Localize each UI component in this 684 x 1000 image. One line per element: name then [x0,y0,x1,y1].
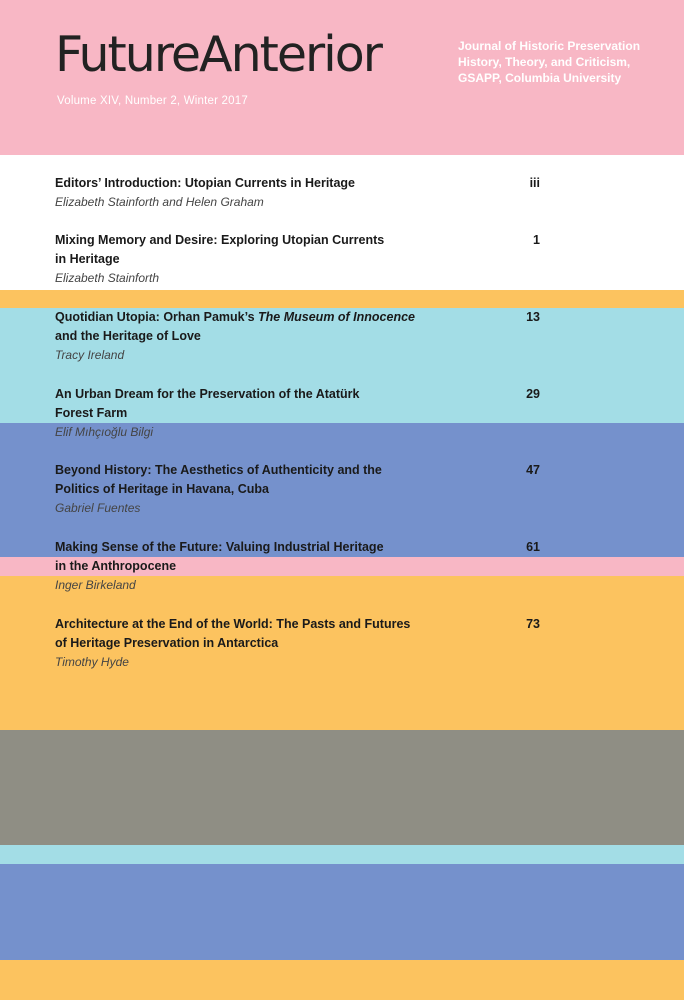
journal-line: History, Theory, and Criticism, [458,55,631,69]
entry-title-text: Quotidian Utopia: Orhan Pamuk’s [55,310,259,324]
entry-author: Elif Mıhçıoğlu Bilgi [55,425,154,439]
entry-title-line: Making Sense of the Future: Valuing Industrial Heritage [55,540,384,554]
entry-page: 1 [533,233,540,247]
entry-title-line: Mixing Memory and Desire: Exploring Utopian Currents [55,233,385,247]
toc-entry [55,385,540,442]
entry-page: 73 [526,617,540,631]
band-light-blue-2 [0,845,684,864]
toc-entry [55,615,540,672]
entry-title-line [55,308,475,327]
entry-title-line: in the Anthropocene [55,559,177,573]
entry-author: Gabriel Fuentes [55,501,141,515]
entry-author: Timothy Hyde [55,655,129,669]
entry-title-line: Forest Farm [55,406,128,420]
journal-line: Journal of Historic Preservation [458,39,641,53]
entry-title-line: Architecture at the End of the World: The Pasts and Futures [55,617,411,631]
entry-title: Editors’ Introduction: Utopian Currents in Heritage [55,176,356,190]
entry-title [55,538,475,576]
toc-entry [55,308,540,365]
entry-author: Elizabeth Stainforth [55,271,160,285]
entry-title [55,615,475,653]
journal-description [458,38,640,86]
entry-title-line: Politics of Heritage in Havana, Cuba [55,482,269,496]
journal-line: GSAPP, Columbia University [458,71,622,85]
entry-page: 61 [526,540,540,554]
toc-entry [55,174,540,212]
entry-title-work: The Museum of Innocence [258,310,415,324]
toc-entry [55,538,540,595]
journal-title: FutureAnterior [55,26,381,83]
entry-title [55,461,475,499]
entry-title-line: of Heritage Preservation in Antarctica [55,636,279,650]
entry-title-line: Beyond History: The Aesthetics of Authenticity and the [55,463,382,477]
entry-author: Elizabeth Stainforth and Helen Graham [55,195,264,209]
entry-title [55,231,475,269]
entry-page: 47 [526,463,540,477]
entry-title [55,385,475,423]
entry-title-line: in Heritage [55,252,120,266]
entry-page: 29 [526,387,540,401]
entry-title [55,308,475,346]
entry-title-line: and the Heritage of Love [55,329,201,343]
entry-title-line: An Urban Dream for the Preservation of the Atatürk [55,387,360,401]
entry-page: iii [529,176,540,190]
toc-entry [55,231,540,288]
toc-entry [55,461,540,518]
entry-author: Tracy Ireland [55,348,125,362]
band-orange-1 [0,290,684,308]
entry-page: 13 [526,310,540,324]
band-blue-2 [0,864,684,960]
band-gray [0,730,684,845]
entry-author: Inger Birkeland [55,578,136,592]
band-orange-3 [0,960,684,1000]
issue-info: Volume XIV, Number 2, Winter 2017 [57,95,248,107]
